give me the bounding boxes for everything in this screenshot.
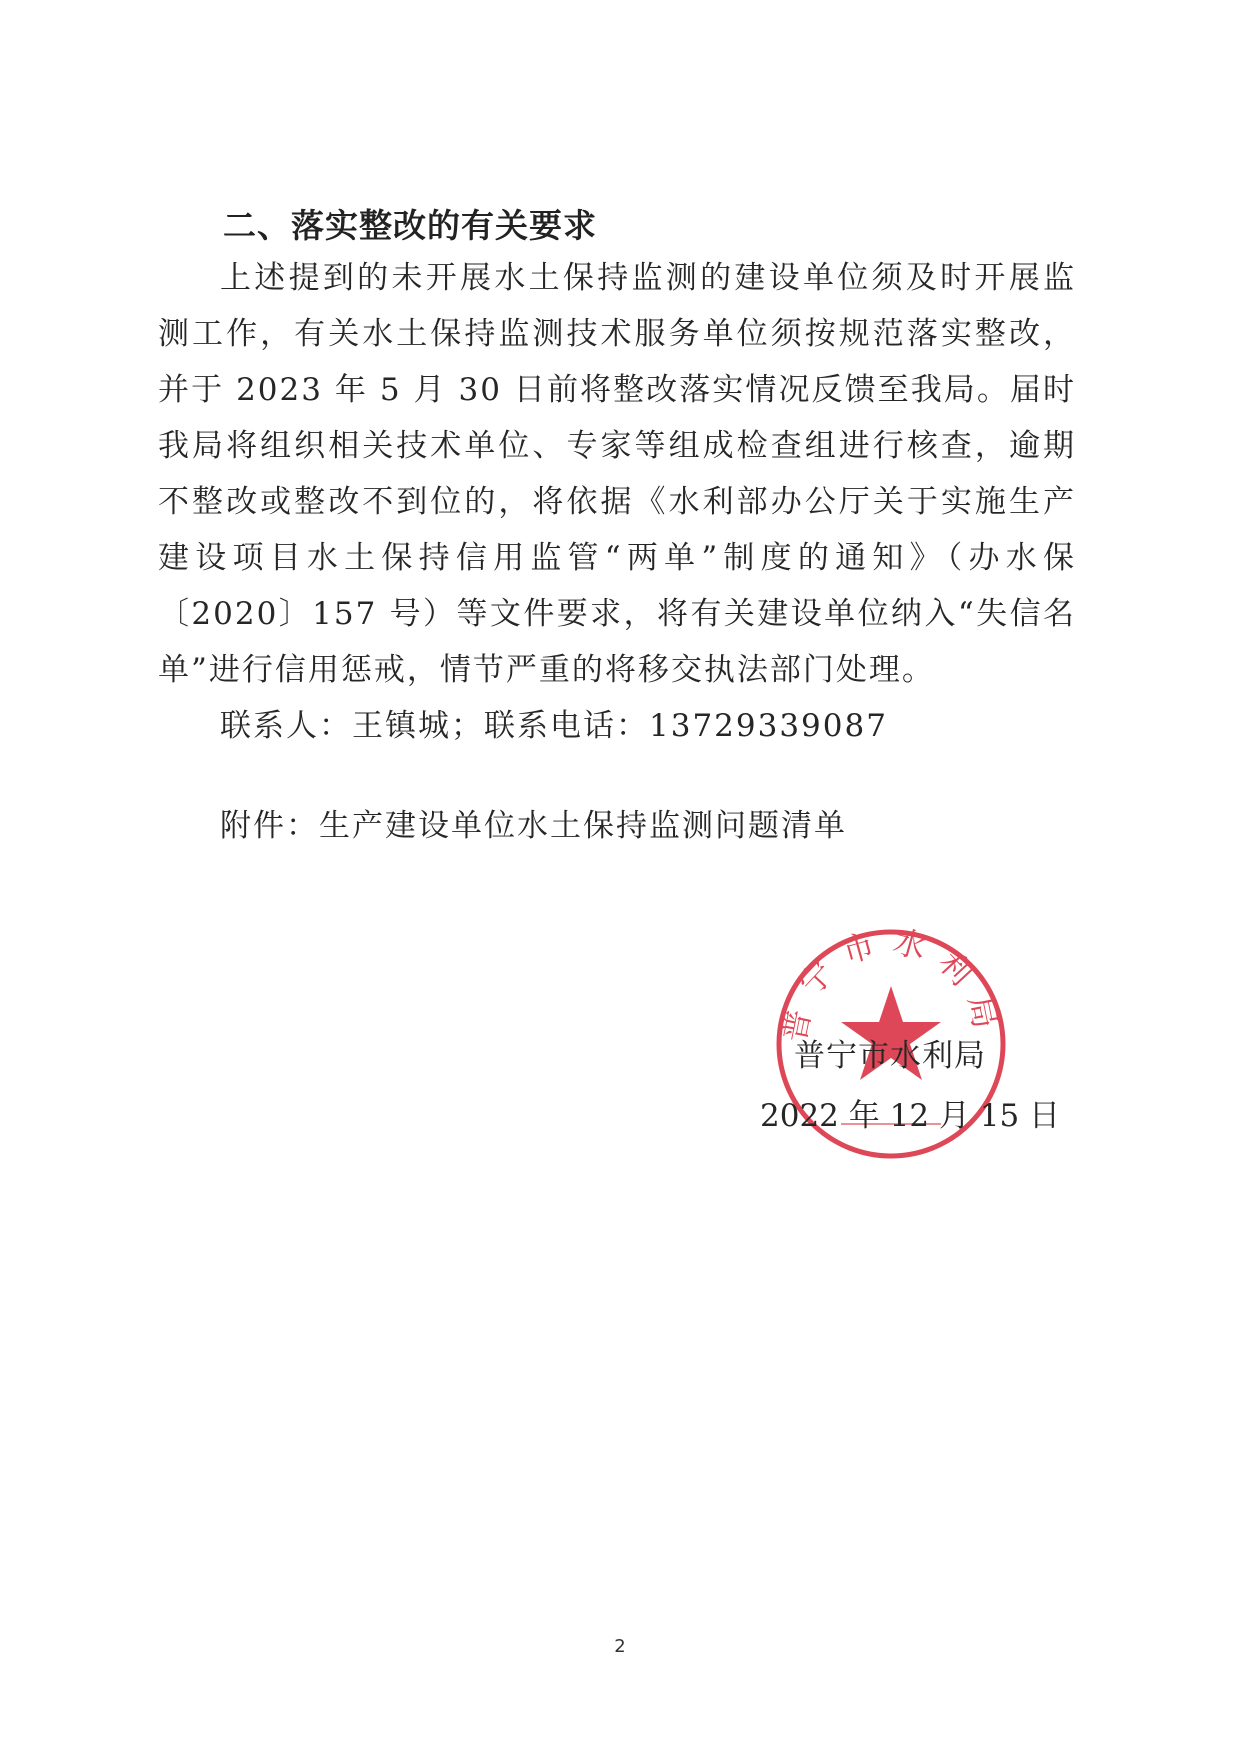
seal-text: 普宁市水利局 (774, 924, 1008, 1046)
body-text (158, 250, 1076, 854)
page-number: 2 (614, 1636, 626, 1657)
paragraph-attachment: 附件：生产建设单位水土保持监测问题清单 (220, 808, 847, 844)
section-heading: 二、落实整改的有关要求 (223, 206, 597, 245)
paragraph-contact: 联系人：王镇城；联系电话：13729339087 (220, 708, 888, 744)
spacer (158, 754, 1076, 798)
paragraph-requirements: 上述提到的未开展水土保持监测的建设单位须及时开展监测工作，有关水土保持监测技术服务单位须按规范落实整改，并于 2023 年 5 月 30 日前将整改落实情况反馈至我局。届时我局将组织相关技术单位、专家等组成检查组进行核查，逾期不整改或整改不到位的，将依据《水利部办公厅关于实施生产建设项目水土保持信用监管“两单”制度的通知》（办水保〔2020〕157 号）等文件要求，将有关建设单位纳入“失信名单”进行信用惩戒，情节严重的将移交执法部门处理。 (158, 260, 1076, 688)
signature-date: 2022 年 12 月 15 日 (760, 1098, 1061, 1134)
signature-organization: 普宁市水利局 (794, 1038, 986, 1074)
